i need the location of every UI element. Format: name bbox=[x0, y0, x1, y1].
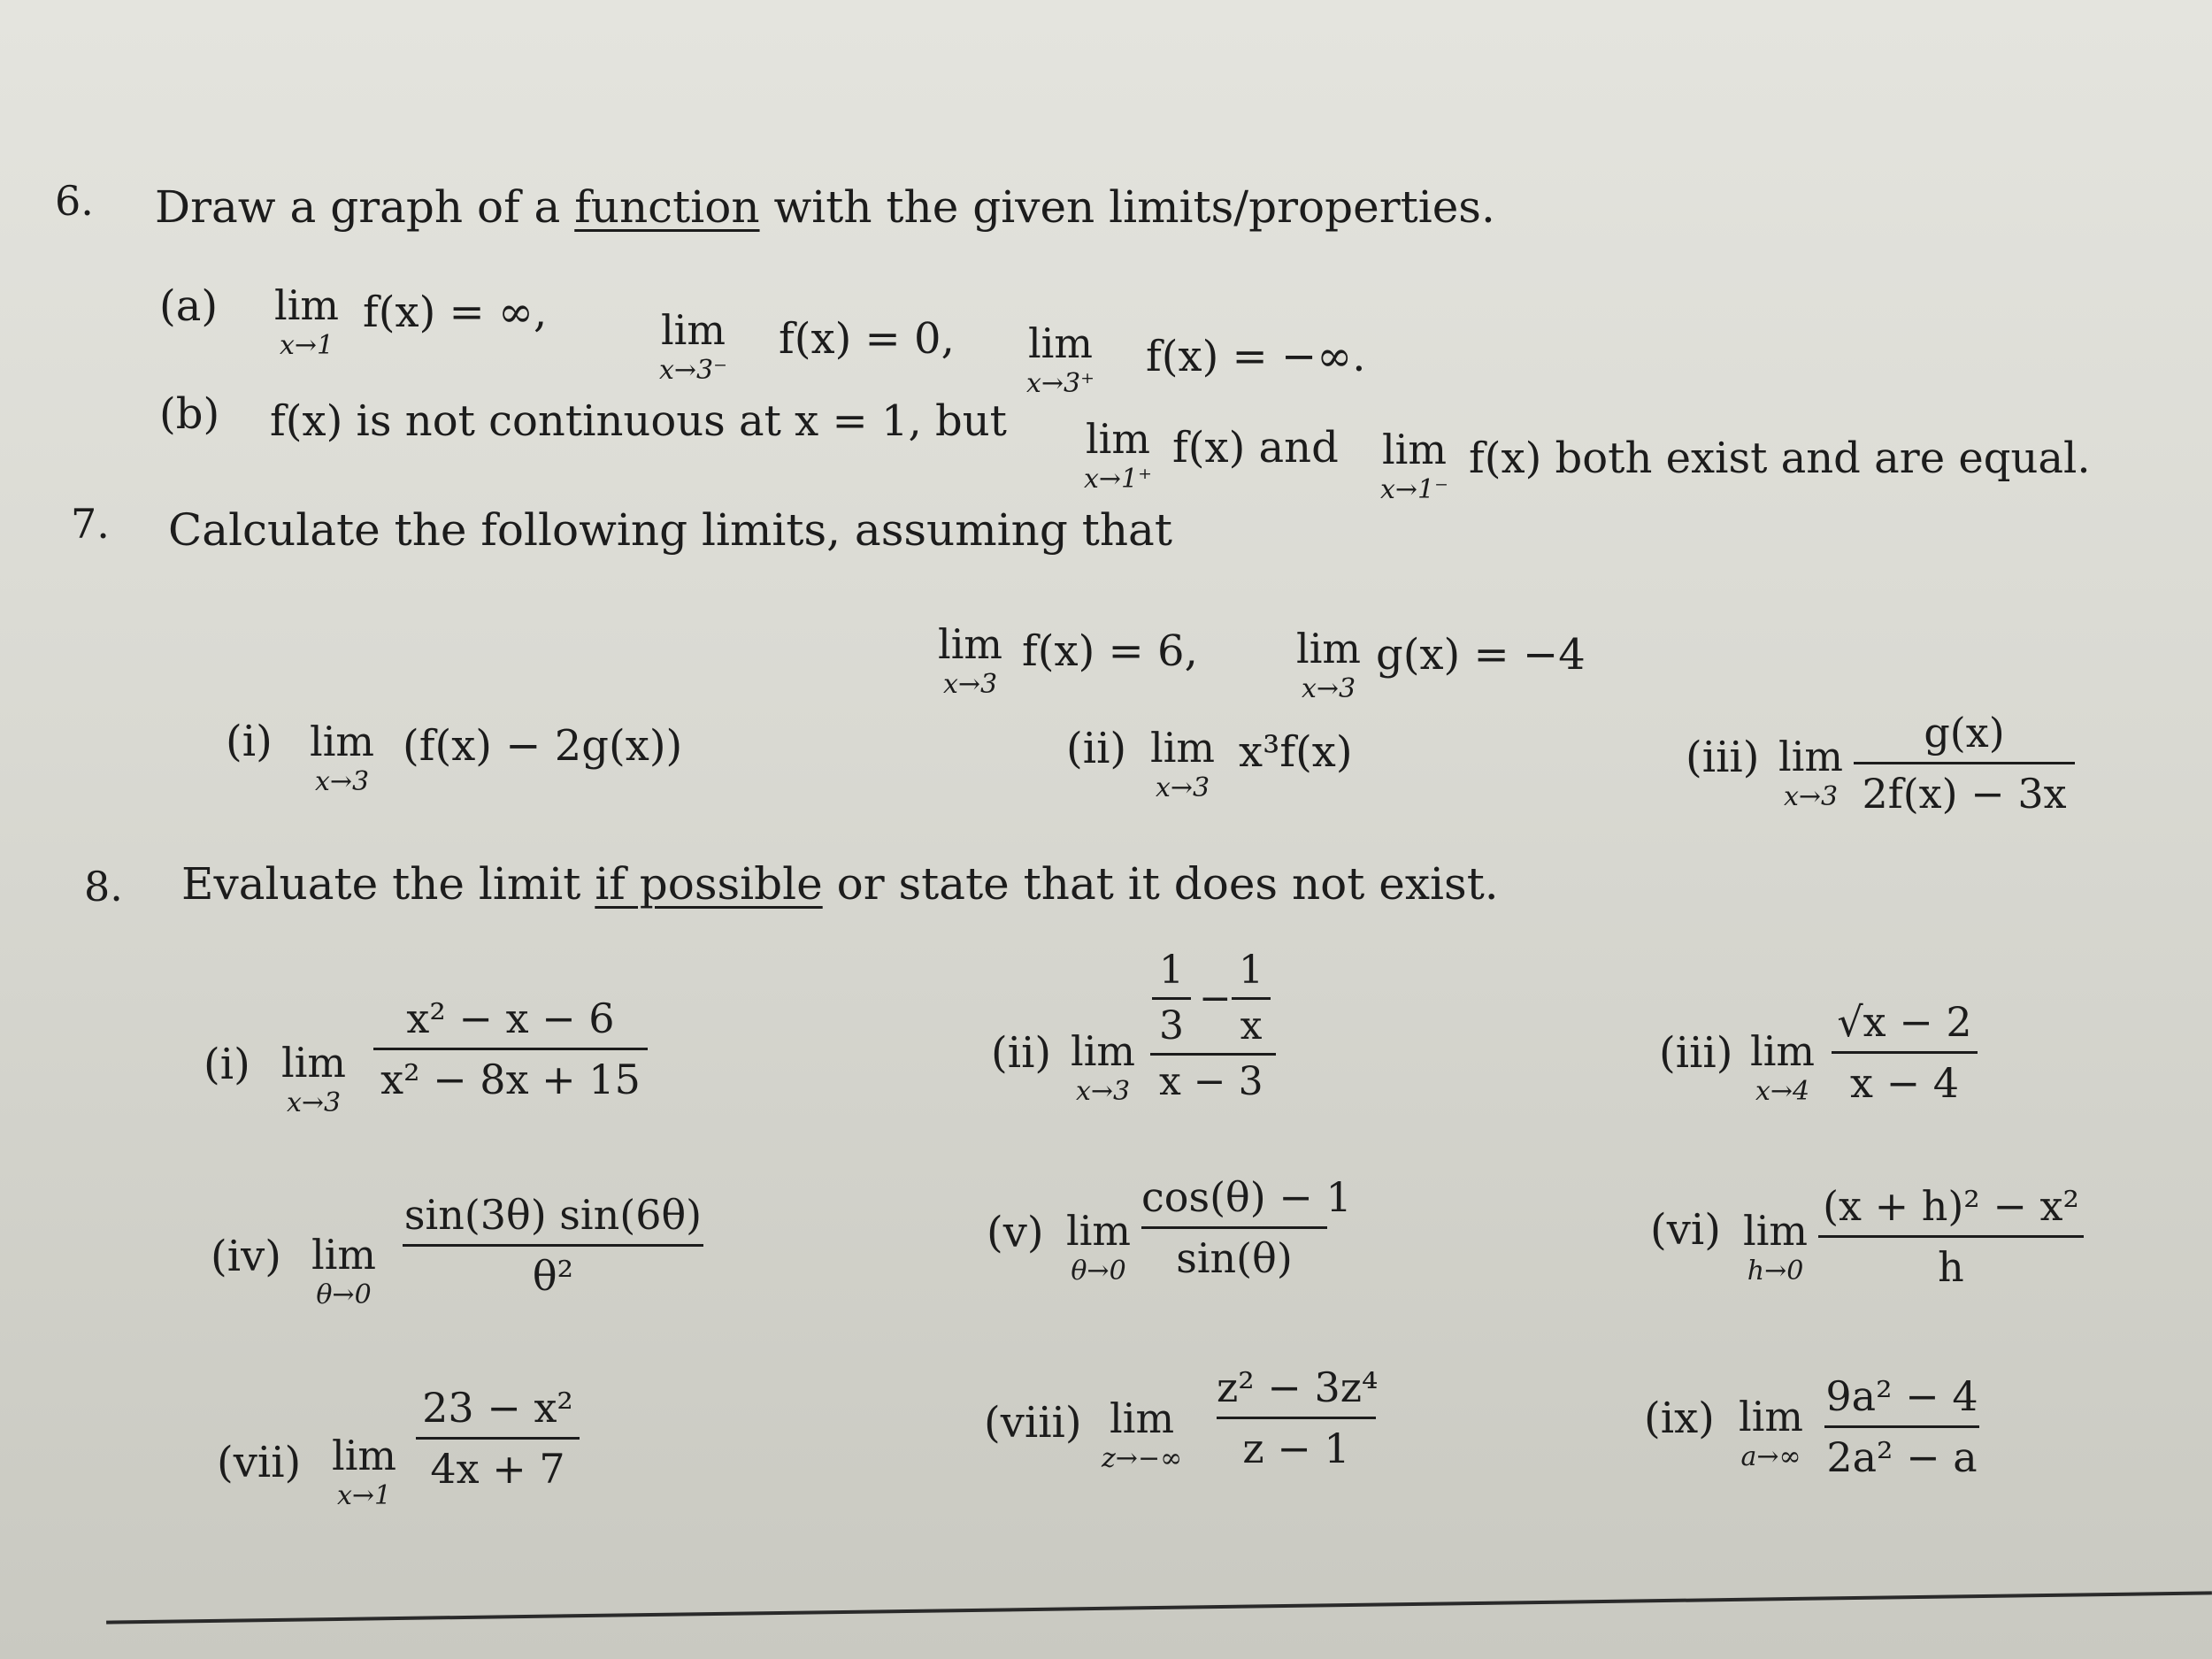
lim-subscript: x→3⁺ bbox=[1026, 368, 1094, 399]
q6b-label: (b) bbox=[159, 389, 220, 439]
page-bottom-rule bbox=[106, 1591, 2212, 1624]
lim-subscript: x→1 bbox=[279, 330, 334, 361]
q8viii-fraction bbox=[1217, 1363, 1379, 1472]
lim-word: lim bbox=[281, 1039, 347, 1087]
q8iv-label: (iv) bbox=[211, 1232, 281, 1281]
lim-word: lim bbox=[1027, 319, 1094, 367]
q7i-limit bbox=[310, 718, 375, 797]
q8iv-limit bbox=[311, 1231, 377, 1310]
lim-subscript: x→3 bbox=[1075, 1076, 1131, 1107]
numerator: x² − x − 6 bbox=[406, 995, 615, 1042]
q8v-label: (v) bbox=[987, 1208, 1044, 1257]
numerator: sin(3θ) sin(6θ) bbox=[403, 1191, 703, 1239]
lim-word: lim bbox=[660, 306, 726, 354]
q8vii-limit bbox=[332, 1432, 397, 1511]
q6a-limit-2 bbox=[659, 306, 727, 386]
q6a-expr-1: f(x) = ∞, bbox=[363, 288, 548, 337]
numerator: 1 bbox=[1159, 948, 1184, 993]
lim-word: lim bbox=[1739, 1393, 1804, 1440]
lim-word: lim bbox=[1071, 1027, 1136, 1075]
q8iii-label: (iii) bbox=[1659, 1028, 1733, 1078]
numerator: (x + h)² − x² bbox=[1823, 1182, 2079, 1230]
q6a-expr-2: f(x) = 0, bbox=[779, 314, 955, 364]
q8-prompt-after: or state that it does not exist. bbox=[836, 858, 1499, 910]
denominator: 3 bbox=[1159, 1003, 1184, 1048]
fraction-bar bbox=[403, 1244, 703, 1247]
q6b-text: f(x) is not continuous at x = 1, but bbox=[270, 396, 1007, 446]
lim-word: lim bbox=[311, 1231, 377, 1279]
denominator: x² − 8x + 15 bbox=[380, 1056, 641, 1103]
q8viii-limit bbox=[1102, 1394, 1183, 1474]
q7ii-expr: x³f(x) bbox=[1239, 727, 1353, 777]
lim-subscript: θ→0 bbox=[316, 1279, 372, 1310]
q6b-limit-2 bbox=[1380, 426, 1448, 505]
q8ii-label: (ii) bbox=[991, 1028, 1052, 1078]
q7iii-fraction bbox=[1854, 709, 2075, 818]
lim-subscript: x→1 bbox=[336, 1480, 392, 1511]
q8ii-minus: − bbox=[1199, 976, 1232, 1021]
lim-subscript: x→1⁻ bbox=[1380, 474, 1448, 505]
question-7-prompt: Calculate the following limits, assuming that bbox=[168, 504, 1172, 556]
lim-word: lim bbox=[1778, 733, 1844, 780]
q8i-label: (i) bbox=[204, 1040, 250, 1089]
q8ii-inner-fraction-2 bbox=[1232, 948, 1271, 1048]
q8v-limit bbox=[1066, 1207, 1132, 1286]
lim-word: lim bbox=[274, 281, 340, 329]
lim-subscript: x→1⁺ bbox=[1084, 464, 1152, 495]
lim-subscript: x→3 bbox=[314, 766, 370, 797]
q7iii-label: (iii) bbox=[1686, 733, 1760, 782]
lim-subscript: x→4 bbox=[1755, 1076, 1810, 1107]
question-8-number: 8. bbox=[84, 863, 123, 910]
q6-prompt-after: with the given limits/properties. bbox=[773, 181, 1495, 233]
q6b-limit-1 bbox=[1084, 415, 1152, 495]
fraction-bar bbox=[416, 1437, 580, 1440]
q7i-expr: (f(x) − 2g(x)) bbox=[403, 721, 683, 771]
q8vii-label: (vii) bbox=[217, 1438, 302, 1487]
q8vi-label: (vi) bbox=[1650, 1205, 1721, 1255]
q7ii-label: (ii) bbox=[1066, 724, 1127, 773]
denominator: 2f(x) − 3x bbox=[1862, 770, 2067, 818]
fraction-bar bbox=[1832, 1051, 1978, 1054]
q8ii-main-fraction-bar bbox=[1150, 1053, 1276, 1056]
denominator: 4x + 7 bbox=[430, 1445, 565, 1493]
q8ii-inner-fraction-1 bbox=[1152, 948, 1191, 1048]
lim-word: lim bbox=[1743, 1207, 1809, 1255]
lim-word: lim bbox=[1110, 1394, 1175, 1442]
q7-given-expr-2: g(x) = −4 bbox=[1376, 630, 1586, 680]
q8i-limit bbox=[281, 1039, 347, 1118]
fraction-bar bbox=[1141, 1226, 1327, 1229]
q8vi-fraction bbox=[1818, 1182, 2084, 1291]
lim-subscript: x→3 bbox=[286, 1087, 342, 1118]
denominator: z − 1 bbox=[1242, 1425, 1350, 1472]
lim-subscript: x→3⁻ bbox=[659, 355, 727, 386]
q8iv-fraction bbox=[403, 1191, 703, 1300]
q8vii-fraction bbox=[416, 1384, 580, 1493]
q8-prompt-underlined: if possible bbox=[595, 858, 823, 910]
lim-word: lim bbox=[1085, 415, 1151, 463]
q8ix-limit bbox=[1739, 1393, 1804, 1472]
lim-word: lim bbox=[332, 1432, 397, 1479]
lim-word: lim bbox=[1150, 724, 1216, 772]
lim-word: lim bbox=[310, 718, 375, 765]
denominator: θ² bbox=[532, 1252, 574, 1300]
lim-word: lim bbox=[938, 620, 1003, 668]
denominator: sin(θ) bbox=[1176, 1234, 1293, 1282]
q8-prompt-before: Evaluate the limit bbox=[181, 858, 581, 910]
q8ix-fraction bbox=[1824, 1372, 1979, 1481]
lim-subscript: x→3 bbox=[1155, 772, 1210, 803]
fraction-bar bbox=[1217, 1417, 1376, 1419]
question-6-number: 6. bbox=[55, 177, 94, 225]
numerator: cos(θ) − 1 bbox=[1141, 1173, 1352, 1221]
q8vi-limit bbox=[1743, 1207, 1809, 1286]
q8iii-limit bbox=[1750, 1027, 1816, 1107]
q6a-limit-3 bbox=[1026, 319, 1094, 399]
q8viii-label: (viii) bbox=[984, 1398, 1082, 1448]
lim-word: lim bbox=[1750, 1027, 1816, 1075]
q6b-expr-2: f(x) both exist and are equal. bbox=[1469, 434, 2091, 483]
q8ii-limit bbox=[1071, 1027, 1136, 1107]
lim-subscript: h→0 bbox=[1747, 1256, 1804, 1286]
q7-given-limit-2 bbox=[1296, 625, 1362, 704]
denominator: h bbox=[1938, 1243, 1964, 1291]
q7-given-limit-1 bbox=[938, 620, 1003, 700]
lim-word: lim bbox=[1066, 1207, 1132, 1255]
lim-subscript: a→∞ bbox=[1740, 1441, 1801, 1472]
numerator: 9a² − 4 bbox=[1825, 1372, 1978, 1420]
denominator: x − 4 bbox=[1850, 1059, 1959, 1107]
fraction-bar bbox=[1152, 997, 1191, 1000]
lim-word: lim bbox=[1381, 426, 1448, 473]
q8ii-compound-fraction bbox=[1150, 948, 1279, 1104]
lim-subscript: z→−∞ bbox=[1102, 1443, 1183, 1474]
numerator: √x − 2 bbox=[1837, 998, 1972, 1046]
fraction-bar bbox=[1232, 997, 1271, 1000]
q6a-limit-1 bbox=[274, 281, 340, 361]
q7-given-expr-1: f(x) = 6, bbox=[1022, 626, 1198, 676]
q6-prompt-before: Draw a graph of a bbox=[155, 181, 561, 233]
q6-prompt-underlined: function bbox=[574, 181, 760, 233]
q6b-expr-1: f(x) and bbox=[1172, 423, 1339, 472]
q7iii-limit bbox=[1778, 733, 1844, 812]
numerator: g(x) bbox=[1924, 709, 2005, 757]
numerator: 23 − x² bbox=[422, 1384, 573, 1432]
question-8-prompt bbox=[181, 858, 1499, 910]
q8ix-label: (ix) bbox=[1644, 1394, 1715, 1443]
lim-word: lim bbox=[1296, 625, 1362, 672]
lim-subscript: x→3 bbox=[942, 669, 998, 700]
lim-subscript: θ→0 bbox=[1071, 1256, 1126, 1286]
lim-subscript: x→3 bbox=[1783, 781, 1839, 812]
q8i-fraction bbox=[373, 995, 648, 1103]
q6a-expr-3: f(x) = −∞. bbox=[1146, 332, 1366, 381]
lim-subscript: x→3 bbox=[1301, 673, 1356, 704]
q7ii-limit bbox=[1150, 724, 1216, 803]
fraction-bar bbox=[1818, 1235, 2084, 1238]
q8iii-fraction bbox=[1832, 998, 1978, 1107]
numerator: z² − 3z⁴ bbox=[1217, 1363, 1379, 1411]
q8v-fraction bbox=[1141, 1173, 1352, 1282]
numerator: 1 bbox=[1239, 948, 1263, 993]
denominator: 2a² − a bbox=[1826, 1433, 1978, 1481]
denominator: x bbox=[1240, 1003, 1263, 1048]
question-6-prompt bbox=[155, 181, 1495, 233]
fraction-bar bbox=[373, 1048, 648, 1050]
q8ii-denominator: x − 3 bbox=[1159, 1059, 1263, 1104]
q7i-label: (i) bbox=[226, 717, 273, 766]
q6a-label: (a) bbox=[159, 281, 219, 331]
fraction-bar bbox=[1854, 762, 2075, 764]
question-7-number: 7. bbox=[71, 500, 110, 548]
fraction-bar bbox=[1824, 1425, 1979, 1428]
